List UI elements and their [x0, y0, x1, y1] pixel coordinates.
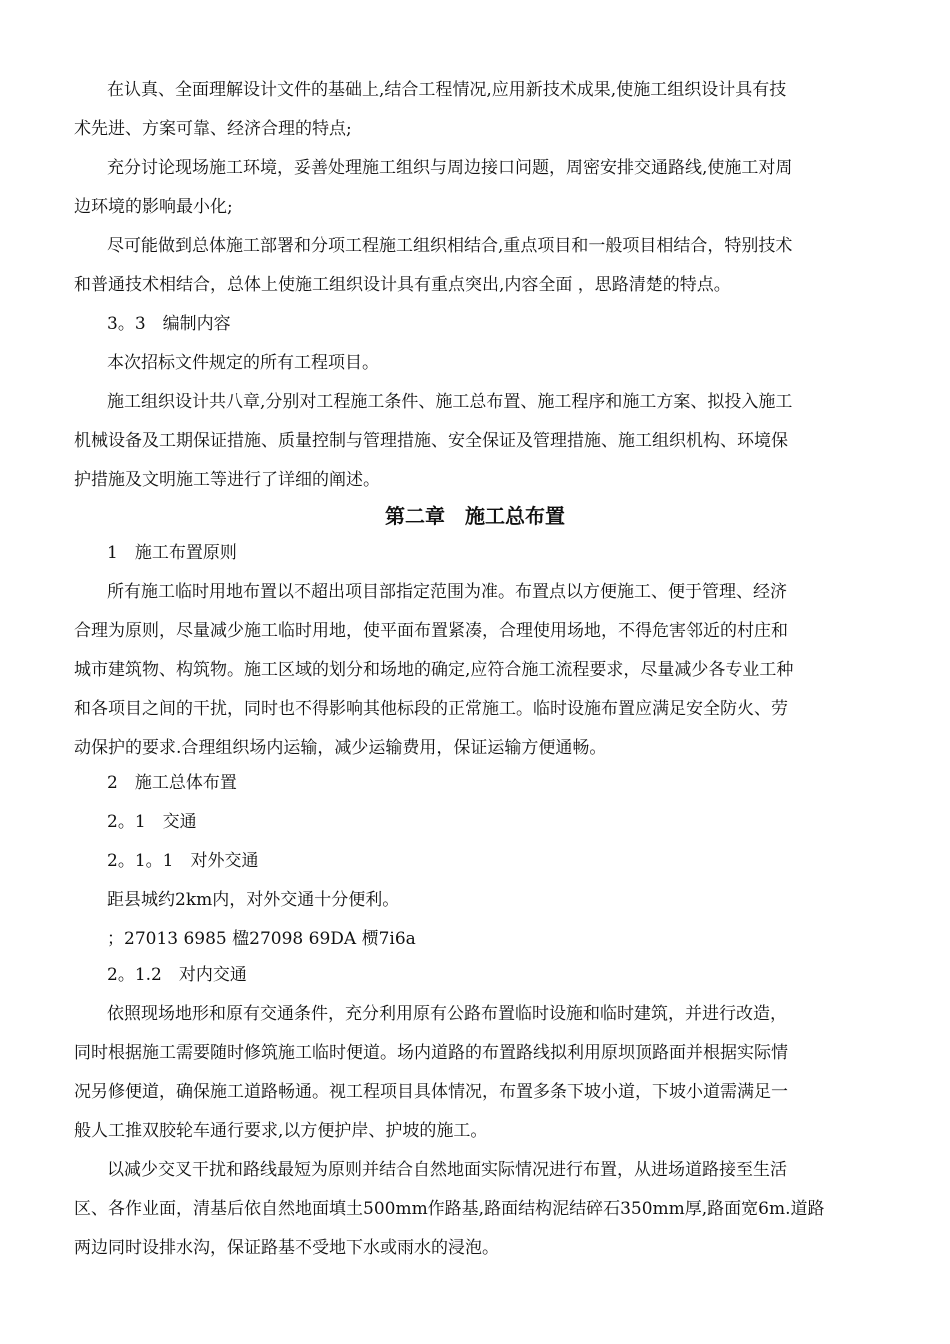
paragraph-line: 和各项目之间的干扰，同时也不得影响其他标段的正常施工。临时设施布置应满足安全防火、劳: [74, 699, 788, 719]
paragraph-line: 和普通技术相结合，总体上使施工组织设计具有重点突出,内容全面 ，思路清楚的特点。: [74, 275, 731, 295]
paragraph-line: 动保护的要求.合理组织场内运输，减少运输费用，保证运输方便通畅。: [74, 738, 607, 758]
paragraph-line: 以减少交叉干扰和路线最短为原则并结合自然地面实际情况进行布置，从进场道路接至生活: [107, 1160, 787, 1180]
paragraph-line: 护措施及文明施工等进行了详细的阐述。: [74, 470, 380, 490]
paragraph-line: 尽可能做到总体施工部署和分项工程施工组织相结合,重点项目和一般项目相结合，特别技术: [107, 236, 793, 256]
paragraph-line: 同时根据施工需要随时修筑施工临时便道。场内道路的布置路线拟利用原坝顶路面并根据实际情: [74, 1043, 788, 1063]
section-heading: 1 施工布置原则: [107, 543, 237, 563]
paragraph-line: 两边同时设排水沟，保证路基不受地下水或雨水的浸泡。: [74, 1238, 499, 1258]
paragraph-line: 合理为原则，尽量减少施工临时用地，使平面布置紧凑，合理使用场地，不得危害邻近的村庄和: [74, 621, 788, 641]
paragraph-line: 在认真、全面理解设计文件的基础上,结合工程情况,应用新技术成果,使施工组织设计具有技: [107, 80, 787, 100]
paragraph-line: ；27013 6985 楹27098 69DA 槚7i6a: [107, 929, 416, 949]
section-heading: 2。1。1 对外交通: [107, 851, 259, 871]
paragraph-line: 城市建筑物、构筑物。施工区域的划分和场地的确定,应符合施工流程要求，尽量减少各专业工种: [74, 660, 794, 680]
paragraph-line: 本次招标文件规定的所有工程项目。: [107, 353, 379, 373]
paragraph-line: 般人工推双胶轮车通行要求,以方便护岸、护坡的施工。: [74, 1121, 488, 1141]
paragraph-line: 依照现场地形和原有交通条件，充分利用原有公路布置临时设施和临时建筑，并进行改造，: [107, 1004, 787, 1024]
paragraph-line: 区、各作业面，清基后依自然地面填土500mm作路基,路面结构泥结碎石350mm厚,路面宽6m.道路: [74, 1199, 825, 1219]
paragraph-line: 距县城约2km内，对外交通十分便利。: [107, 890, 400, 910]
paragraph-line: 边环境的影响最小化;: [74, 197, 233, 217]
paragraph-line: 施工组织设计共八章,分别对工程施工条件、施工总布置、施工程序和施工方案、拟投入施工: [107, 392, 793, 412]
paragraph-line: 况另修便道，确保施工道路畅通。视工程项目具体情况，布置多条下坡小道，下坡小道需满足一: [74, 1082, 788, 1102]
section-heading: 2 施工总体布置: [107, 773, 237, 793]
paragraph-line: 术先进、方案可靠、经济合理的特点;: [74, 119, 352, 139]
paragraph-line: 机械设备及工期保证措施、质量控制与管理措施、安全保证及管理措施、施工组织机构、环境保: [74, 431, 788, 451]
chapter-title: 第二章 施工总布置: [385, 504, 565, 528]
paragraph-line: 充分讨论现场施工环境，妥善处理施工组织与周边接口问题，周密安排交通路线,使施工对周: [107, 158, 793, 178]
section-heading: 2。1.2 对内交通: [107, 965, 247, 985]
section-heading: 3。3 编制内容: [107, 314, 231, 334]
section-heading: 2。1 交通: [107, 812, 197, 832]
paragraph-line: 所有施工临时用地布置以不超出项目部指定范围为准。布置点以方便施工、便于管理、经济: [107, 582, 787, 602]
